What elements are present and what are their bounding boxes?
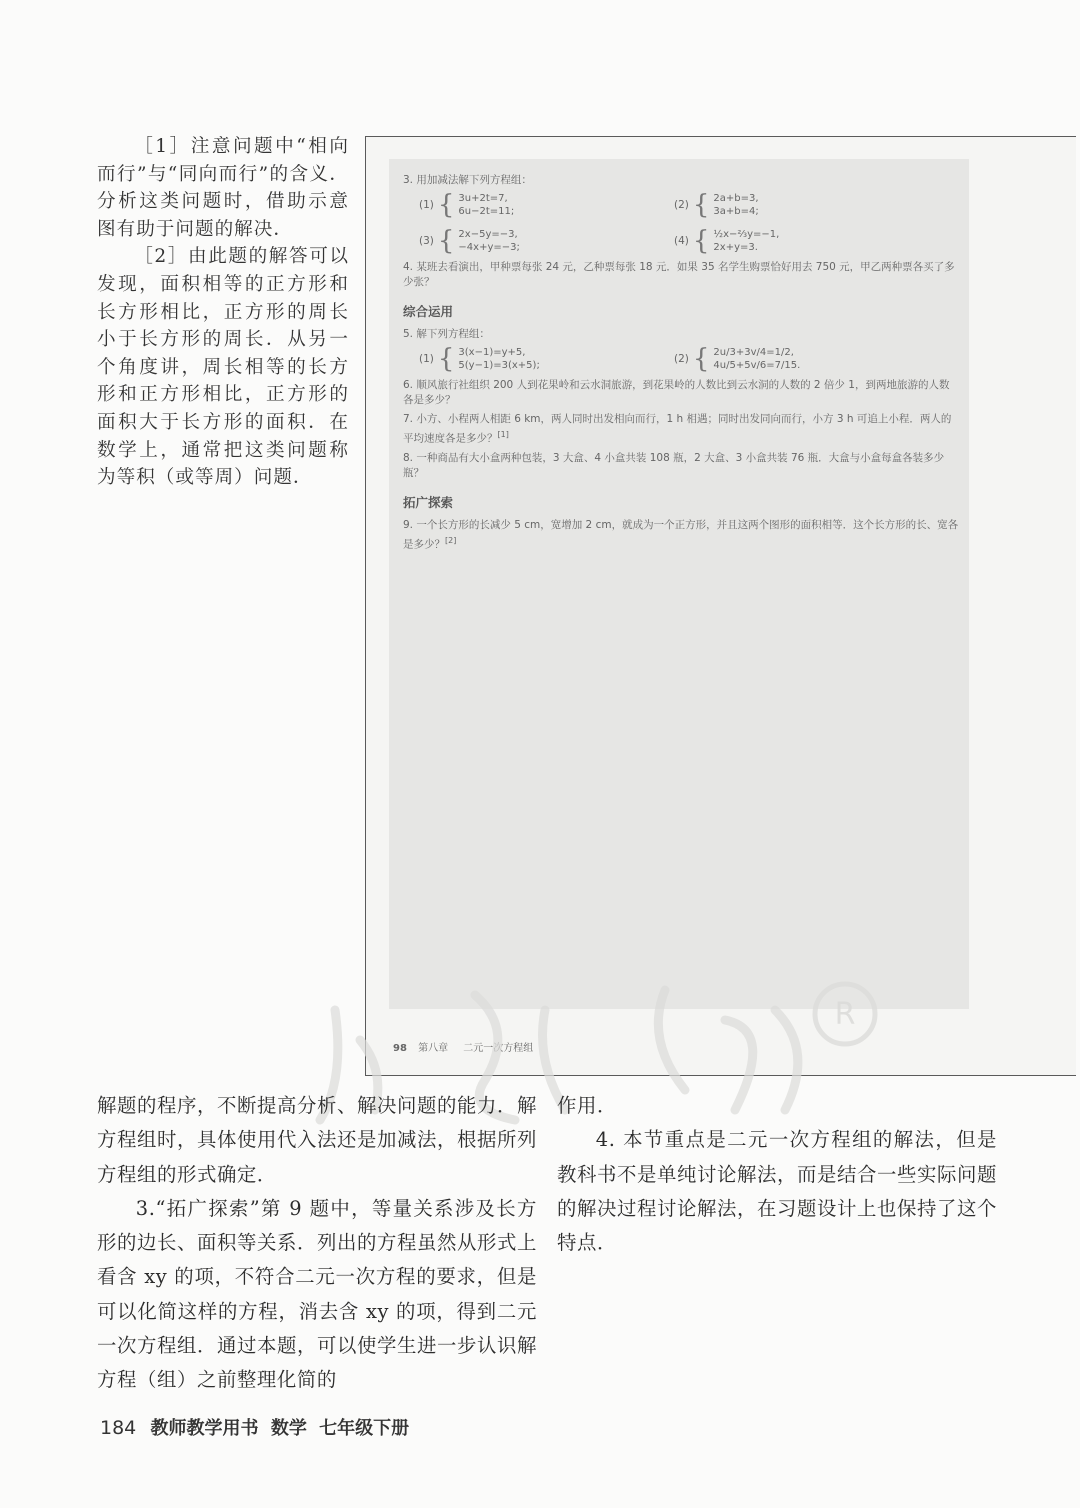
note-marker-1: [1] [497,430,509,439]
body-right-column [557,1089,997,1260]
system-label: (1) [419,352,434,365]
exercise-9-text: 9. 一个长方形的长减少 5 cm，宽增加 2 cm，就成为一个正方形，并且这两个图形的面积相等．这个长方形的长、宽各是多少？ [403,518,959,550]
side-notes [97,133,349,492]
book-title: 教师教学用书 [150,1418,259,1439]
textbook-page-frame [365,136,1076,1076]
svg-text:R: R [834,997,856,1032]
textbook-page [389,159,969,1009]
brace-icon: { [437,226,455,256]
section-heading-apply: 综合运用 [403,304,454,319]
body-paragraph: 3.“拓广探索”第 9 题中，等量关系涉及长方形的边长、面积等关系．列出的方程虽然从形式上看含 xy 的项，不符合二元一次方程的要求，但是可以化简这样的方程，消去含 xy 的项，得到二元一次方程组．通过本题，可以使学生进一步认识解方程（组）之前整理化简的 [97,1196,537,1392]
brace-icon: { [692,226,710,256]
equation: 3u+2t=7, [458,193,508,204]
system-label: (1) [419,198,434,211]
system-3-1 [419,192,674,218]
equation: 2a+b=3, [713,193,759,204]
textbook-chapter-title: 二元一次方程组 [463,1043,534,1054]
system-3-3 [419,228,674,254]
system-label: (2) [674,198,689,211]
body-left-column [97,1089,537,1398]
subject: 数学 [270,1418,307,1439]
brace-icon: { [437,344,455,374]
textbook-chapter: 第八章 [418,1043,449,1054]
equation: 4u/5+5v/6=7/15. [713,360,801,371]
brace-icon: { [692,190,710,220]
system-5-1 [419,346,674,372]
brace-icon: { [437,190,455,220]
exercise-8: 8. 一种商品有大小盒两种包装，3 大盒、4 小盒共装 108 瓶，2 大盒、3 小盒共装 76 瓶．大盒与小盒每盒各装多少瓶？ [403,451,945,479]
section-heading-explore: 拓广探索 [403,494,454,510]
system-label: (2) [674,352,689,365]
equation: ½x−⅔y=−1, [713,229,780,240]
grade: 七年级下册 [319,1418,410,1439]
system-label: (4) [674,234,689,247]
note-marker-2: [2] [445,535,457,545]
equation: 2x−5y=−3, [458,229,518,240]
exercise-3-systems [419,192,959,254]
brace-icon: { [692,344,710,374]
side-note-1: ［1］注意问题中“相向而行”与“同向而行”的含义．分析这类问题时，借助示意图有助于问题的解决． [97,136,349,240]
equation: 6u−2t=11; [458,206,515,217]
equation: 3(x−1)=y+5, [458,347,526,358]
exercise-9 [403,518,959,553]
exercise-5: 5. 解下列方程组： [403,328,490,340]
equation: 2u/3+3v/4=1/2, [713,347,794,358]
body-paragraph: 作用． [557,1094,617,1117]
equation: 5(y−1)=3(x+5); [458,360,540,371]
body-paragraph: 解题的程序，不断提高分析、解决问题的能力．解方程组时，具体使用代入法还是加减法，根据所列方程组的形式确定． [97,1094,537,1186]
body-paragraph: 4. 本节重点是二元一次方程组的解法，但是教科书不是单纯讨论解法，而是结合一些实际问题的解决过程讨论解法，在习题设计上也保持了这个特点． [557,1128,997,1255]
exercise-6: 6. 顺风旅行社组织 200 人到花果岭和云水洞旅游，到花果岭的人数比到云水洞的人数的 2 倍少 1，到两地旅游的人数各是多少？ [403,379,950,406]
equation: 2x+y=3. [713,242,758,253]
exercise-7-text: 7. 小方、小程两人相距 6 km，两人同时出发相向而行，1 h 相遇；同时出发同向而行，小方 3 h 可追上小程．两人的平均速度各是多少？ [403,413,952,445]
textbook-page-footer [393,1039,533,1054]
textbook-exercises [403,173,959,556]
system-5-2 [674,346,964,372]
system-label: (3) [419,234,434,247]
equation: −4x+y=−3; [458,242,520,253]
system-3-2 [674,192,964,218]
page-footer [100,1414,409,1440]
exercise-3: 3. 用加减法解下列方程组： [403,174,532,186]
exercise-4: 4. 某班去看演出，甲种票每张 24 元，乙种票每张 18 元．如果 35 名学生购票恰好用去 750 元，甲乙两种票各买了多少张？ [403,261,955,288]
side-note-2: ［2］由此题的解答可以发现，面积相等的正方形和长方形相比，正方形的周长小于长方形的周长．从另一个角度讲，周长相等的长方形和正方形相比，正方形的面积大于长方形的面积．在数学上，通常把这类问题称为等积（或等周）问题． [97,246,349,489]
system-3-4 [674,228,964,254]
page-number: 184 [100,1417,137,1439]
textbook-page-number: 98 [393,1043,407,1054]
equation: 3a+b=4; [713,206,759,217]
exercise-7 [403,412,959,447]
exercise-5-systems [419,346,959,372]
